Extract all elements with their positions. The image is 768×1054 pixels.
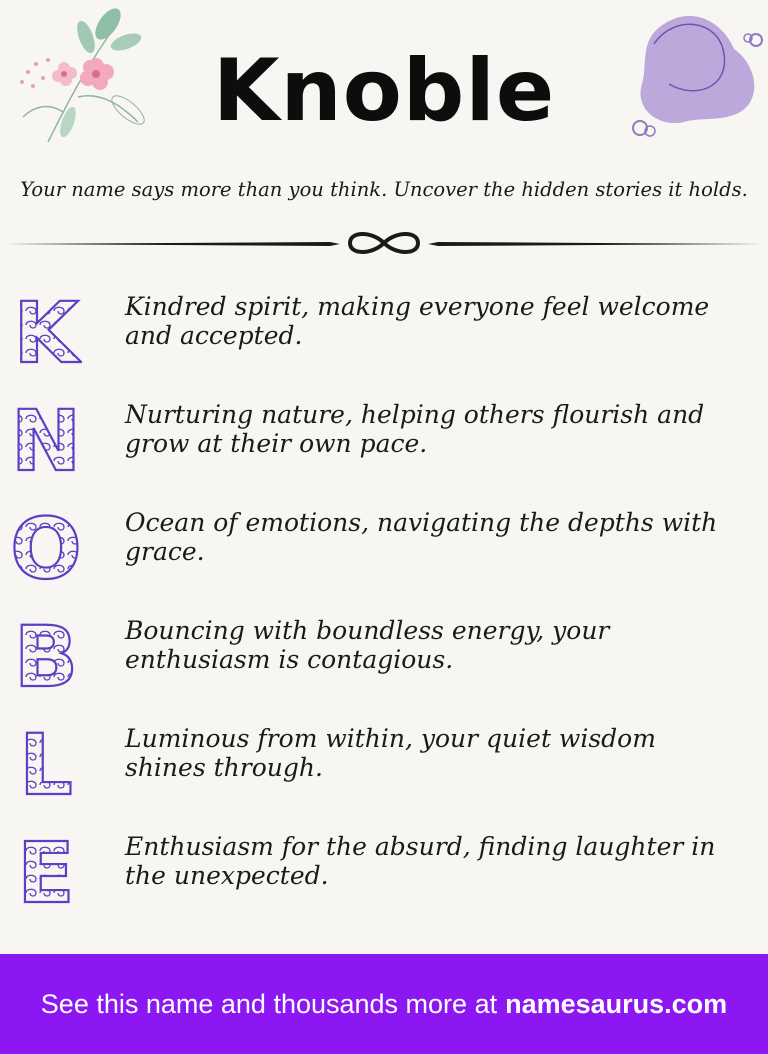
footer-banner[interactable] [0, 954, 768, 1054]
footer-site-link[interactable]: namesaurus.com [505, 988, 728, 1019]
letter-description: Nurturing nature, helping others flourish and grow at their own pace. [125, 400, 705, 458]
letter-glyph: N [10, 398, 82, 476]
letter-glyph: B [13, 614, 79, 692]
list-item [0, 506, 768, 614]
letter-description: Bouncing with boundless energy, your enthusiasm is contagious. [125, 616, 610, 674]
footer-text: See this name and thousands more at [40, 988, 498, 1019]
list-item [0, 722, 768, 830]
letter-description: Luminous from within, your quiet wisdom shines through. [125, 724, 656, 782]
letter-list [0, 290, 768, 938]
letter-glyph: K [13, 290, 79, 368]
letter-description: Ocean of emotions, navigating the depths with grace. [125, 508, 718, 566]
letter-glyph: E [17, 830, 75, 908]
decorative-letter [10, 722, 82, 800]
decorative-letter [10, 830, 82, 908]
decorative-letter [10, 290, 82, 368]
list-item [0, 398, 768, 506]
list-item [0, 830, 768, 938]
letter-glyph: O [10, 506, 82, 584]
decorative-letter [10, 506, 82, 584]
tagline: Your name says more than you think. Uncover the hidden stories it holds. [20, 178, 748, 201]
ornamental-divider [0, 226, 768, 260]
page-title: Knoble [212, 41, 556, 141]
letter-glyph: L [19, 722, 73, 800]
list-item [0, 614, 768, 722]
decorative-letter [10, 614, 82, 692]
list-item [0, 290, 768, 398]
letter-description: Enthusiasm for the absurd, finding laughter in the unexpected. [125, 832, 716, 890]
decorative-letter [10, 398, 82, 476]
letter-description: Kindred spirit, making everyone feel welcome and accepted. [125, 292, 710, 350]
